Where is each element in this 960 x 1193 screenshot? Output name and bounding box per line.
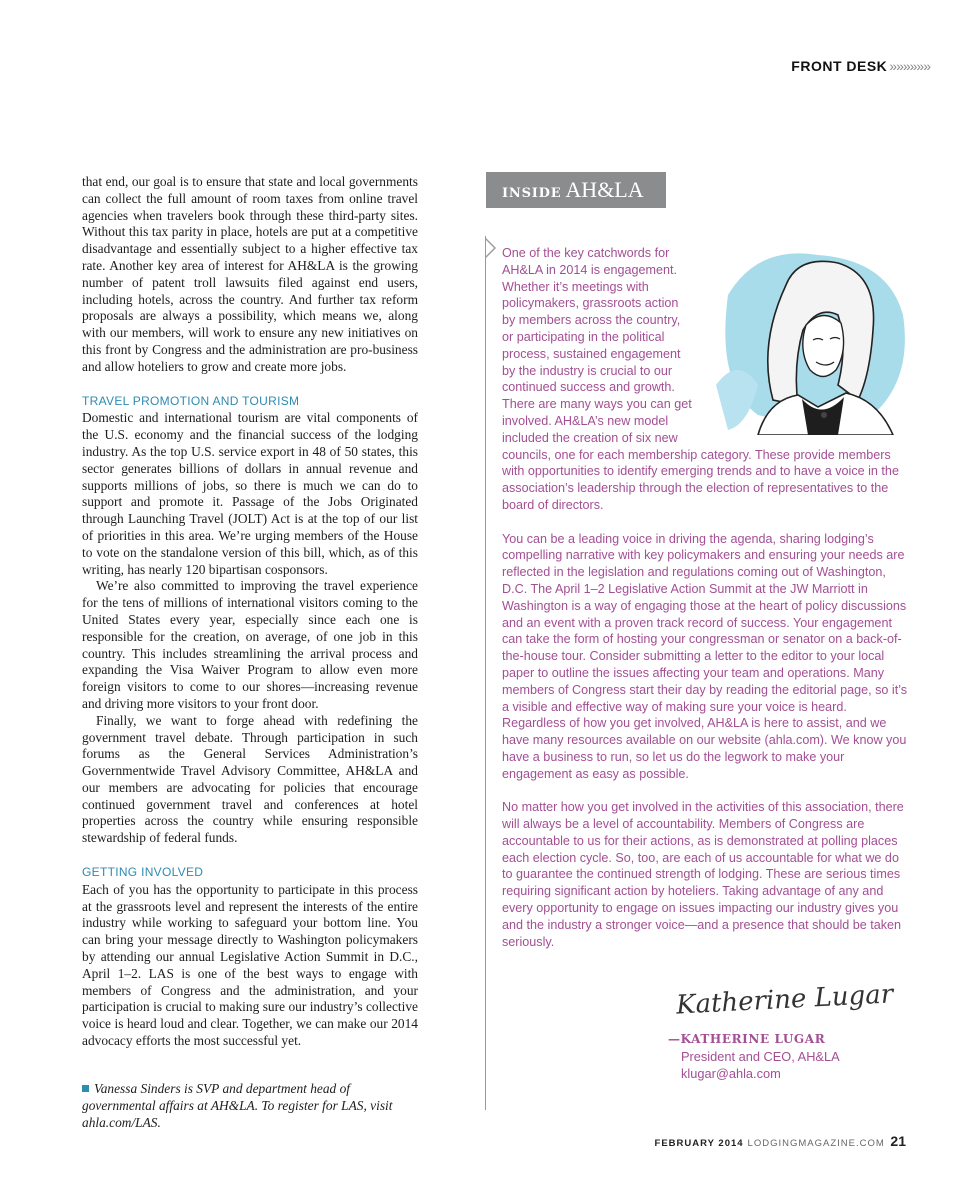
section-header	[791, 58, 930, 74]
sidebar-paragraph: One of the key catchwords for AH&LA in 2014 is engagement. Whether it’s meetings with policymakers, grassroots action by members across the country, or participating in the political process, sustained engagement by the industry is crucial to our continued success and growth. There are many ways you can get involved. AH&LA’s new model included the creation of six new councils, one for each membership category. These provide members with opportunities to identify emerging trends and to have a voice in the association’s leadership through the election of representatives to the board of directors.	[502, 246, 899, 512]
signer-email: klugar@ahla.com	[681, 1066, 781, 1081]
author-note-text: Vanessa Sinders is SVP and department head of governmental affairs at AH&LA. To register for LAS, visit ahla.com/LAS.	[82, 1081, 393, 1130]
signer-name: —KATHERINE LUGAR	[668, 1032, 826, 1046]
page-footer	[655, 1133, 906, 1149]
portrait-illustration	[698, 235, 916, 435]
article-paragraph: Finally, we want to forge ahead with redefining the government travel debate. Through participation in such forums as the General Services Administration’s Governmentwide Travel Advisory Committee, AH&LA and our members are advocating for policies that encourage continued government travel and conferences at hotel properties across the country while ensuring responsible stewardship of federal funds.	[82, 712, 418, 846]
banner-label-small: INSIDE	[502, 186, 562, 201]
article-paragraph: Domestic and international tourism are vital components of the U.S. economy and the financial success of the lodging industry. As the top U.S. service export in 48 of 50 states, this sector generates billions of dollars in annual revenue and supports millions of jobs, so there is much we can do to support and promote it. Passage of the Jobs Originated through Launching Travel (JOLT) Act is at the top of our list of priorities in this area. We’re urging members of the House to vote on the standalone version of this bill, which, as of this writing, has nearly 120 bipartisan cosponsors.	[82, 410, 418, 577]
section-title: FRONT DESK	[791, 58, 888, 74]
inside-ahla-banner	[486, 172, 666, 208]
author-note	[82, 1080, 422, 1131]
chevron-icon: »»»»»»	[889, 58, 930, 74]
column-divider	[485, 236, 486, 1110]
pointer-notch-fill	[486, 240, 494, 256]
banner-label-large: AH&LA	[565, 177, 644, 202]
issue-date: FEBRUARY 2014	[654, 1138, 744, 1149]
section-heading-travel: TRAVEL PROMOTION AND TOURISM	[82, 393, 300, 408]
sidebar-column	[502, 245, 908, 967]
article-paragraph: We’re also committed to improving the travel experience for the tens of millions of international visitors coming to the United States every year, especially since each one is responsible for the creation, on average, of one job in this country. This includes streamlining the arrival process and expanding the Visa Waiver Program to allow even more foreign visitors to come to our shores—increasing revenue and driving more visitors to your front door.	[82, 578, 418, 711]
handwritten-signature: Katherine Lugar	[675, 979, 894, 1021]
signer-title: President and CEO, AH&LA	[681, 1049, 840, 1064]
main-article-column	[82, 174, 418, 1050]
section-heading-involved: GETTING INVOLVED	[82, 865, 204, 880]
page-number: 21	[890, 1133, 906, 1149]
signature-block	[668, 1031, 840, 1082]
magazine-site: LODGINGMAGAZINE.COM	[747, 1138, 885, 1149]
article-paragraph: that end, our goal is to ensure that state and local governments can collect the full amount of room taxes from online travel agencies when travelers book through these third-party sites. Without this tax parity in place, hotels are put at a competitive disadvantage and essentially subject to a higher effective tax rate. Another key area of interest for AH&LA is the growing number of patent troll lawsuits filed against end users, including hotels, across the country. And further tax reform proposals are always a possibility, which means we, along with our members, will work to ensure any new initiatives on this front by Congress and the administration are pro-business and allow hoteliers to grow and create more jobs.	[82, 174, 418, 374]
article-paragraph: Each of you has the opportunity to participate in this process at the grassroots level and represent the interests of the entire industry while working to safeguard your bottom line. You can bring your message directly to Washington policymakers by attending our annual Legislative Action Summit in D.C., April 1–2. LAS is one of the best ways to engage with members of Congress and the administration, and your participation is crucial to making sure our industry’s collective voice is heard loud and clear. Together, we can make our 2014 advocacy efforts the most successful yet.	[82, 881, 418, 1049]
sidebar-paragraph: You can be a leading voice in driving the agenda, sharing lodging’s compelling narrative with key policymakers and ensuring your needs are reflected in the legislation and regulations coming out of Washington, D.C. The April 1–2 Legislative Action Summit at the JW Marriott in Washington is a way of engaging those at the heart of policy discussions and an event with a proven track record of success. Your engagement can take the form of hosting your congressman or senator on a back-of-the-house tour. Consider submitting a letter to the editor to your local paper to outline the issues affecting your team and operations. Many members of Congress start their day by reading the editorial page, so it’s a visible and effective way of making sure your voice is heard. Regardless of how you get involved, AH&LA is here to assist, and we have many resources available on our website (ahla.com). We know you have a business to run, so let us do the legwork to make your engagement as easy as possible.	[502, 531, 908, 781]
square-bullet-icon	[82, 1085, 89, 1092]
sidebar-paragraph: No matter how you get involved in the activities of this association, there will always be a level of accountability. Members of Congress are accountable to us for their actions, as is demonstrated at polling places each election cycle. So, too, are each of us accountable for what we do to guarantee the continued strength of lodging. These are serious times requiring significant action by hoteliers. Taking advantage of any and every opportunity to engage on issues impacting our industry gives you and the industry a stronger voice—and a presence that should be taken seriously.	[502, 800, 904, 949]
